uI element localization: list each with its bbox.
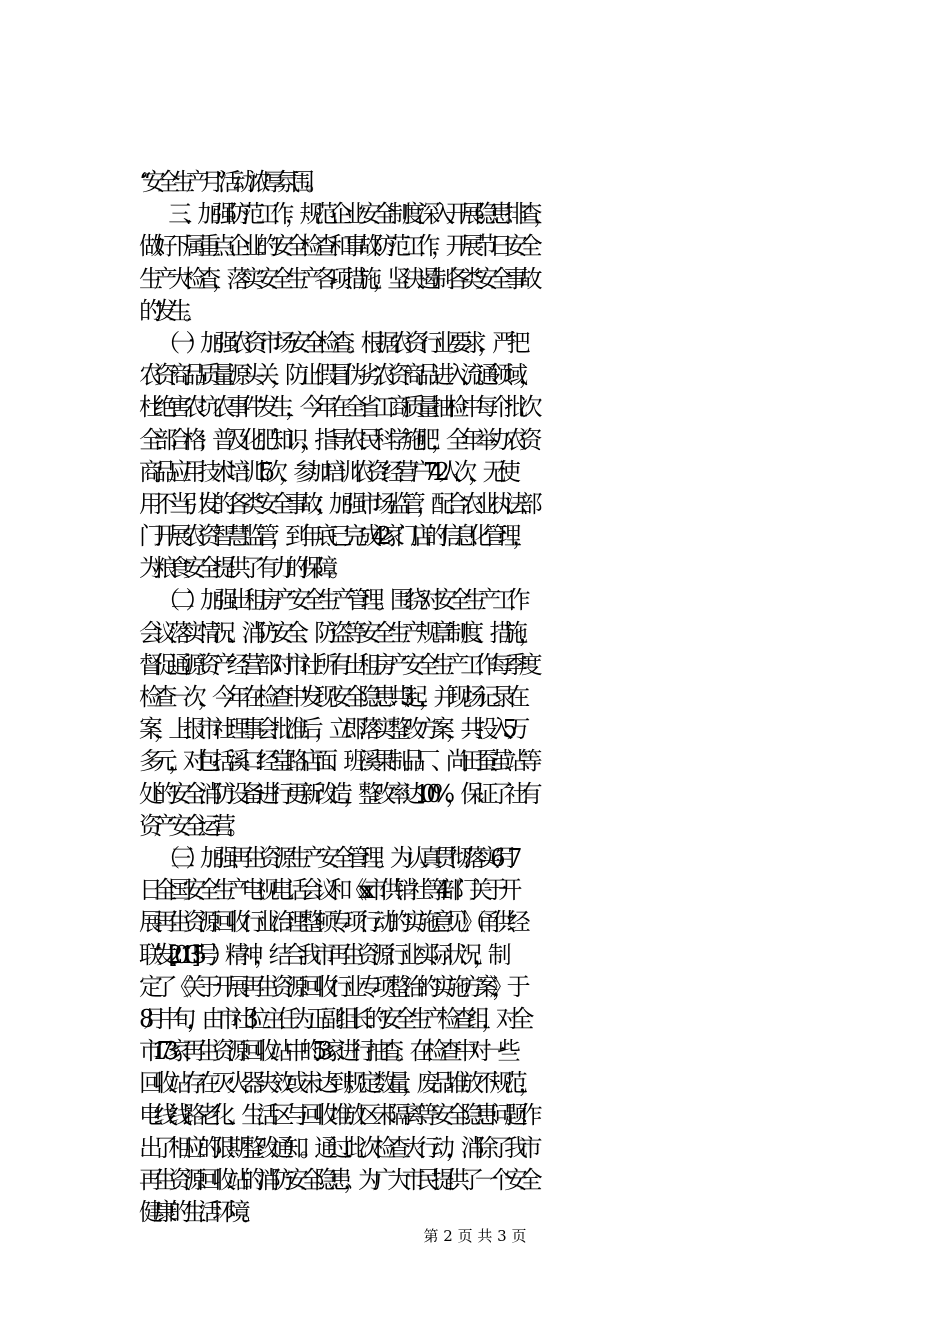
- text-line: （二）加强出租房产安全生产管理。围绕对安全生产工作: [139, 586, 522, 615]
- text-line: 会议落实情况、消防安全、防盗等安全生产规章制度、措施，: [139, 618, 534, 647]
- text-line: 展再生资源回收行业治理整顿专项行动的实施意见》（甬供经: [139, 908, 522, 937]
- text-line: 定了《关于开展再生资源回收行业专项整治的实施方案》，于: [139, 972, 522, 1001]
- text-line: 三、加强防范工作，规范企业安全制度深入开展隐患排查，: [139, 200, 548, 229]
- text-line: 生产大检查，落实安全生产各项措施，坚决遏制各类安全事故: [139, 264, 534, 293]
- text-line: 检查一次，今年在检查中发现安全隐患共 3 起，并现场记录在: [139, 683, 521, 711]
- text-line: 的发生。: [139, 296, 198, 325]
- text-line: 用不当引发的各类安全事故；加强市场监管，配合农业执法部: [139, 489, 534, 518]
- text-line: 日全国安全生产电视电话会议和《xx 市供销社等 4 部门关于开: [139, 876, 513, 905]
- text-line: 出了相应的限期整改通知。通过此次检查大行动，消除了我市: [139, 1133, 534, 1162]
- text-line: 市 173 家再生资源回收站中的 53 家进行抽查。在检查中对一些: [139, 1037, 512, 1066]
- text-line: 杜绝害农坑农事件发生，今年在全省工商质量抽检中每个批次: [139, 393, 534, 422]
- text-line: 健康的生活环境。: [139, 1198, 256, 1226]
- text-line: 农资商品质量源头关，防止假冒伪劣农资商品进入流通领域，: [139, 361, 534, 390]
- document-body: [139, 166, 839, 1228]
- text-line: （一）加强农资市场安全检查。根据农资行业要求，严把: [139, 328, 522, 357]
- text-line: 资产安全运营。: [139, 811, 242, 840]
- text-line: 门开展农资智慧监管，到年底已完成 42 家门店的信息化管理，: [139, 522, 527, 551]
- text-line: 8 月中旬，由市社 3 位主任为正副组长的安全生产检查组，对全: [139, 1004, 526, 1033]
- text-line: 做好下属重点企业的安全检查和事故防范工作，开展节日安全: [139, 232, 534, 261]
- text-line: 回收站存在灭火器失效或未达到规定数量，废品堆放不规范，: [139, 1069, 534, 1098]
- text-line: 电线线路老化、生活区与回收堆放区未隔离等安全隐患问题作: [139, 1101, 534, 1130]
- text-line: 联发[2013]5 号）精神，结合我市再生资源行业实际状况，制: [139, 940, 503, 969]
- text-line: “安全生产月”活动浓厚氛围。: [139, 168, 320, 196]
- text-line: 全部合格；普及化肥知识，指导农民科学施肥，全年举办农资: [139, 425, 534, 454]
- text-line: 再生资源回收站的消防安全隐患，为广大市民提供了一个安全: [139, 1165, 534, 1194]
- text-line: 督促通源资产经营部对市社所有出租房产安全生产工作每季度: [139, 650, 534, 679]
- text-line: （三）加强再生资源生产安全管理。为认真贯彻落实 6 月 7: [139, 843, 514, 872]
- text-line: 多元，对包括溪口经堂路店面、班溪果制品厂、尚田蚕茧站等: [139, 747, 534, 776]
- text-line: 案，上报市社理事会批准后，立即落实整改方案，共投入 5 万: [139, 715, 521, 744]
- text-line: 为粮食安全提供了有力的保障。: [139, 554, 344, 583]
- text-line: 商品应用技术培训 15 次，参加培训农资经营户 742 人次，无使: [139, 457, 512, 486]
- text-line: 处的安全消防设备进行更新改造，整改率达 100%，保证了社有: [139, 779, 534, 808]
- page-footer: 第 2 页 共 3 页: [423, 1227, 527, 1245]
